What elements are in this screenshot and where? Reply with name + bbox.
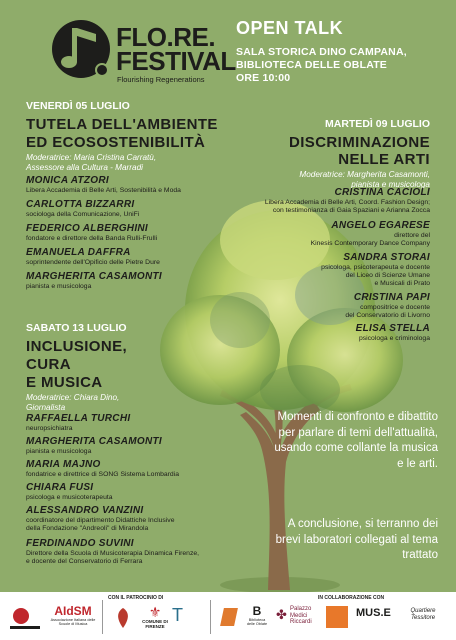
divider xyxy=(210,600,211,634)
comune-firenze-logo: ⚜ COMUNE DI FIRENZE xyxy=(142,604,168,630)
sponsor-footer xyxy=(0,592,456,640)
speaker-role: Direttore della Scuola di Musicoterapia Dinamica Firenze, xyxy=(26,550,200,557)
session-3-title-3: E MUSICA xyxy=(26,374,103,391)
speaker-role: pianista e musicologa xyxy=(26,283,92,290)
session-3-title-1: INCLUSIONE, xyxy=(26,338,128,355)
speaker-name: CRISTINA CACIOLI xyxy=(334,187,430,198)
speaker-role: neuropsichiatra xyxy=(26,425,73,432)
session-1-moderator-2: Assessore alla Cultura - Marradi xyxy=(26,163,143,172)
speaker-role: sociologa della Comunicazione, UniFi xyxy=(26,211,140,218)
session-1-title-1: TUTELA DELL'AMBIENTE xyxy=(26,116,218,133)
speaker-role: Libera Accademia di Belle Arti, Sostenibilità e Moda xyxy=(26,187,181,194)
biblioteca-logo: B Biblioteca delle Oblate xyxy=(246,604,268,627)
session-3-moderator-1: Moderatrice: Chiara Dino, xyxy=(26,393,120,402)
patronage-label: CON IL PATROCINIO DI xyxy=(108,595,164,601)
aidsm-logo: AIdSM Associazione Italiana delle Scuole di Musica xyxy=(50,604,96,627)
speaker-name: ANGELO EGARESE xyxy=(331,220,430,231)
speaker-name: CRISTINA PAPI xyxy=(353,292,430,303)
speaker-name: MONICA ATZORI xyxy=(26,175,109,186)
divider xyxy=(102,600,103,634)
t-logo-icon: T xyxy=(172,605,183,625)
speaker-name: MARGHERITA CASAMONTI xyxy=(26,436,162,447)
orange-logo-icon xyxy=(326,606,348,628)
speaker-name: ALESSANDRO VANZINI xyxy=(26,505,144,516)
speaker-name: FEDERICO ALBERGHINI xyxy=(26,223,148,234)
speaker-role: compositrice e docente xyxy=(360,304,430,311)
speaker-role: psicologa e musicoterapeuta xyxy=(26,494,113,501)
speaker-role: soprintendente dell'Opificio delle Pietre Dure xyxy=(26,259,160,266)
speaker-role: pianista e musicologa xyxy=(26,448,92,455)
speaker-role: psicologa e criminologa xyxy=(358,335,430,342)
partner-logo-icon xyxy=(220,608,238,626)
crest-icon: ✤ xyxy=(276,607,287,622)
speaker-name: SANDRA STORAI xyxy=(343,252,430,263)
speaker-name: MARIA MAJNO xyxy=(26,459,101,470)
collab-label: IN COLLABORAZIONE CON xyxy=(318,595,385,601)
session-2-title-1: DISCRIMINAZIONE xyxy=(289,134,430,151)
speaker-name: MARGHERITA CASAMONTI xyxy=(26,271,162,282)
logo-title-2: FESTIVAL xyxy=(116,46,236,76)
speaker-name: EMANUELA DAFFRA xyxy=(26,247,131,258)
speaker-role: con testimonianza di Gaia Spaziani e Arianna Zocca xyxy=(272,207,430,214)
workshop-note: A conclusione, si terranno dei brevi laboratori collegati al tema trattato xyxy=(275,518,438,562)
session-1-moderator-1: Moderatrice: Maria Cristina Carratù, xyxy=(26,153,157,162)
logo-subtitle: Flourishing Regenerations xyxy=(117,75,205,84)
speaker-role: fondatore e direttore della Banda Rulli-Frulli xyxy=(26,235,158,242)
venue-line-2: BIBLIOTECA DELLE OBLATE xyxy=(236,59,388,71)
speaker-role: psicologa, psicoterapeuta e docente xyxy=(321,264,430,271)
speaker-name: CHIARA FUSI xyxy=(26,482,94,493)
session-2-date: MARTEDÌ 09 LUGLIO xyxy=(324,118,430,130)
session-2-title-2: NELLE ARTI xyxy=(338,151,430,168)
session-1-title-2: ED ECOSOSTENIBILITÀ xyxy=(26,134,206,151)
event-type: OPEN TALK xyxy=(236,18,344,38)
speaker-role: del Conservatorio di Livorno xyxy=(345,312,430,319)
event-description: Momenti di confronto e dibattito per parlare di temi dell'attualità, usando come collante la musica e le arti. xyxy=(274,411,438,470)
session-2-moderator-1: Moderatrice: Margherita Casamonti, xyxy=(299,170,430,179)
session-2-moderator-2: pianista e musicologa xyxy=(351,180,430,189)
session-3-date: SABATO 13 LUGLIO xyxy=(26,322,127,334)
region-crest-icon xyxy=(112,606,134,630)
festival-logo xyxy=(50,18,236,84)
speaker-name: FERDINANDO SUVINI xyxy=(26,538,134,549)
speaker-role: del Liceo di Scienze Umane xyxy=(345,272,430,279)
speaker-role: e docente del Conservatorio di Ferrara xyxy=(26,558,143,565)
speaker-role: della Fondazione "Andreoli" di Mirandola xyxy=(26,525,149,532)
session-3-moderator-2: Giornalista xyxy=(26,403,66,412)
speaker-role: direttore del xyxy=(394,232,430,239)
venue-line-1: SALA STORICA DINO CAMPANA, xyxy=(236,46,407,58)
logo-title: FLO.RE. xyxy=(116,22,216,52)
quartiere-logo: Quartiere Tessitore xyxy=(410,608,436,621)
speaker-name: RAFFAELLA TURCHI xyxy=(26,413,131,424)
session-3-title-2: CURA xyxy=(26,356,71,373)
muse-logo: MUS.E xyxy=(356,607,391,619)
music-note-logo-icon xyxy=(50,18,112,80)
venue-time: ORE 10:00 xyxy=(236,72,291,84)
speaker-role: coordinatore del dipartimento Didattiche Inclusive xyxy=(26,517,175,524)
palazzo-logo: Palazzo Medici Riccardi xyxy=(290,606,312,626)
music-school-logo-icon xyxy=(8,606,42,632)
speaker-name: CARLOTTA BIZZARRI xyxy=(26,199,135,210)
speaker-role: fondatrice e direttrice di SONG Sistema Lombardia xyxy=(26,471,179,478)
session-1-date: VENERDÌ 05 LUGLIO xyxy=(26,100,130,112)
speaker-name: ELISA STELLA xyxy=(355,323,430,334)
speaker-role: Kinesis Contemporary Dance Company xyxy=(310,240,430,247)
speaker-role: Libera Accademia di Belle Arti, Coord. Fashion Design; xyxy=(264,199,430,206)
speaker-role: e Musicali di Prato xyxy=(374,280,430,287)
